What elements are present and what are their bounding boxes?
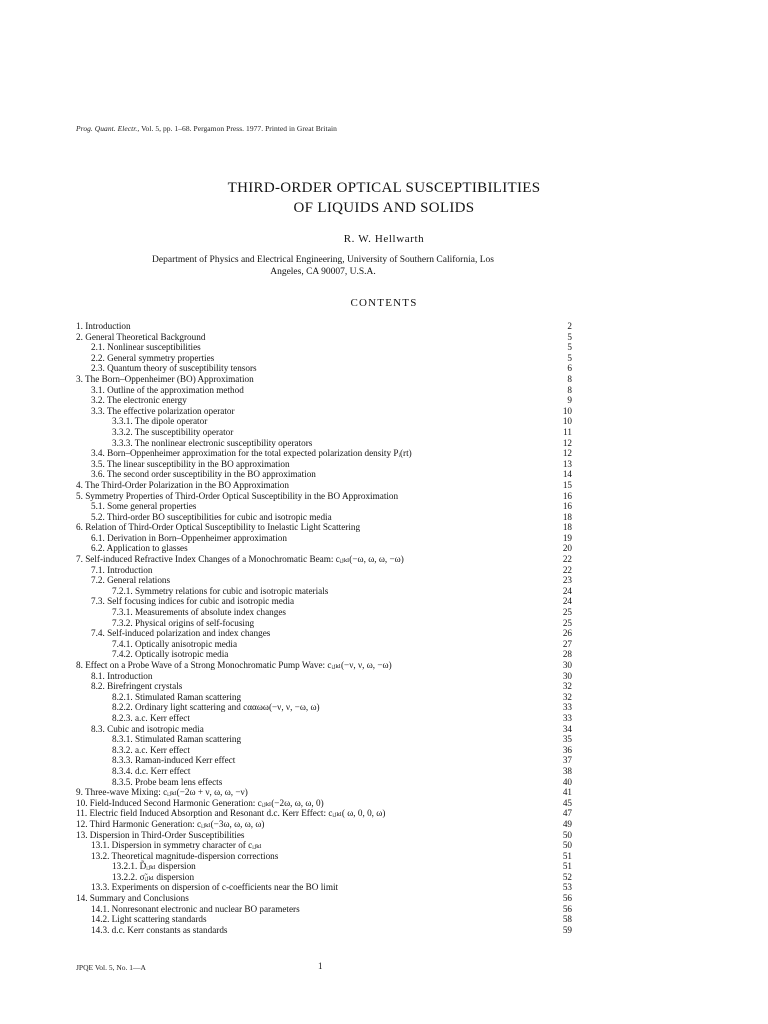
toc-entry-label: 8.3. Cubic and isotropic media <box>91 723 204 734</box>
toc-entry-label: 14.3. d.c. Kerr constants as standards <box>91 924 228 935</box>
toc-entry <box>76 755 572 766</box>
toc-entry-page: 53 <box>562 882 572 893</box>
toc-entry-label: 5.2. Third-order BO susceptibilities for cubic and isotropic media <box>91 511 332 522</box>
toc-entry-label: 13.2. Theoretical magnitude-dispersion corrections <box>91 850 279 861</box>
toc-entry-page: 30 <box>562 670 572 681</box>
toc-entry-page: 19 <box>562 532 572 543</box>
toc-entry-page: 58 <box>562 914 572 925</box>
toc-entry <box>76 872 572 883</box>
toc-entry-page: 11 <box>563 426 572 437</box>
toc-entry-label: 14.2. Light scattering standards <box>91 914 207 925</box>
toc-entry-label: 13.3. Experiments on dispersion of c-coefficients near the BO limit <box>91 882 339 893</box>
toc-entry-label: 8.3.5. Probe beam lens effects <box>112 776 223 787</box>
toc-entry-page: 23 <box>562 575 572 586</box>
journal-citation: Vol. 5, pp. 1–68. Pergamon Press. 1977. Printed in Great Britain <box>141 124 337 133</box>
toc-entry <box>76 363 572 374</box>
toc-entry-page: 15 <box>562 479 572 490</box>
toc-entry-label: 3.4. Born–Oppenheimer approximation for the total expected polarization density Pᵢ(rt) <box>91 448 412 459</box>
toc-entry <box>76 671 572 682</box>
toc-entry-page: 59 <box>562 924 572 935</box>
toc-entry-label: 13.2.2. σ̃ᵢⱼₖₗ dispersion <box>112 871 195 882</box>
toc-entry <box>76 332 572 343</box>
toc-entry-page: 33 <box>562 712 572 723</box>
toc-entry-label: 12. Third Harmonic Generation: cᵢⱼₖₗ(−3ω, ω, ω, ω) <box>76 818 265 829</box>
toc-entry <box>76 734 572 745</box>
toc-entry-label: 14.1. Nonresonant electronic and nuclear BO parameters <box>91 903 300 914</box>
toc-entry-page: 12 <box>562 437 572 448</box>
journal-name: Prog. Quant. Electr., <box>76 124 140 133</box>
toc-entry-label: 10. Field-Induced Second Harmonic Generation: cᵢⱼₖₗ(−2ω, ω, ω, 0) <box>76 797 324 808</box>
affiliation-line-2: Angeles, CA 90007, U.S.A. <box>270 267 376 277</box>
toc-entry <box>76 406 572 417</box>
journal-header <box>76 124 337 133</box>
toc-entry-label: 5. Symmetry Properties of Third-Order Optical Susceptibility in the BO Approximation <box>76 490 399 501</box>
toc-entry-label: 9. Three-wave Mixing: cᵢⱼₖₗ(−2ω + ν, ω, ω, −ν) <box>76 787 248 798</box>
toc-entry-page: 41 <box>562 787 572 798</box>
toc-entry-page: 32 <box>562 681 572 692</box>
footer-journal-ref: JPQE Vol. 5, No. 1—A <box>76 963 146 972</box>
toc-entry-page: 24 <box>562 596 572 607</box>
toc-entry-label: 3.2. The electronic energy <box>91 395 187 406</box>
toc-entry-page: 22 <box>562 564 572 575</box>
toc-entry <box>76 777 572 788</box>
toc-entry-label: 3.3.3. The nonlinear electronic susceptibility operators <box>112 437 313 448</box>
toc-entry <box>76 745 572 756</box>
author-name: R. W. Hellwarth <box>343 233 425 245</box>
table-of-contents <box>76 321 572 935</box>
toc-entry-page: 16 <box>562 490 572 501</box>
toc-entry-label: 8.3.1. Stimulated Raman scattering <box>112 734 242 745</box>
toc-entry-page: 33 <box>562 702 572 713</box>
toc-entry <box>76 586 572 597</box>
toc-entry-page: 8 <box>567 384 572 395</box>
toc-entry-label: 3.3.1. The dipole operator <box>112 416 208 427</box>
toc-entry-label: 4. The Third-Order Polarization in the BO Approximation <box>76 479 289 490</box>
toc-entry <box>76 416 572 427</box>
toc-entry <box>76 660 572 671</box>
toc-entry-page: 47 <box>562 808 572 819</box>
footer-page-number: 1 <box>318 961 323 971</box>
toc-entry <box>76 851 572 862</box>
toc-entry-label: 2.1. Nonlinear susceptibilities <box>91 342 201 353</box>
toc-entry-page: 5 <box>567 331 572 342</box>
toc-entry-page: 22 <box>562 554 572 565</box>
toc-entry-label: 6.2. Application to glasses <box>91 543 188 554</box>
toc-entry <box>76 808 572 819</box>
toc-entry <box>76 459 572 470</box>
toc-entry-label: 8.1. Introduction <box>91 670 153 681</box>
toc-entry-label: 6. Relation of Third-Order Optical Susceptibility to Inelastic Light Scattering <box>76 522 361 533</box>
toc-entry <box>76 713 572 724</box>
toc-entry <box>76 395 572 406</box>
toc-entry-label: 7.3.2. Physical origins of self-focusing <box>112 617 255 628</box>
toc-entry-label: 7.4.1. Optically anisotropic media <box>112 638 238 649</box>
toc-entry <box>76 480 572 491</box>
author-affiliation <box>100 254 546 278</box>
toc-entry-page: 52 <box>562 871 572 882</box>
toc-entry-label: 7.4. Self-induced polarization and index changes <box>91 628 271 639</box>
toc-entry-page: 45 <box>562 797 572 808</box>
toc-entry-label: 8. Effect on a Probe Wave of a Strong Monochromatic Pump Wave: cᵢⱼₖₗ(−ν, ν, ω, −ω) <box>76 660 392 670</box>
toc-entry-page: 2 <box>567 321 572 331</box>
paper-title <box>0 178 768 218</box>
toc-entry <box>76 724 572 735</box>
toc-entry-label: 3. The Born–Oppenheimer (BO) Approximation <box>76 373 254 384</box>
toc-entry <box>76 342 572 353</box>
toc-entry <box>76 840 572 851</box>
toc-entry <box>76 448 572 459</box>
toc-entry <box>76 681 572 692</box>
toc-entry <box>76 649 572 660</box>
toc-entry-label: 7.3. Self focusing indices for cubic and isotropic media <box>91 596 295 607</box>
toc-entry-page: 26 <box>562 628 572 639</box>
toc-entry <box>76 702 572 713</box>
toc-entry-label: 8.2. Birefringent crystals <box>91 681 183 692</box>
toc-entry <box>76 438 572 449</box>
toc-entry <box>76 628 572 639</box>
toc-entry-page: 40 <box>562 776 572 787</box>
toc-entry-page: 12 <box>562 448 572 459</box>
toc-entry <box>76 787 572 798</box>
toc-entry <box>76 830 572 841</box>
toc-entry-page: 27 <box>562 638 572 649</box>
toc-entry-page: 51 <box>562 850 572 861</box>
toc-entry-page: 5 <box>567 342 572 353</box>
toc-entry-label: 11. Electric field Induced Absorption and Resonant d.c. Kerr Effect: cᵢⱼₖₗ( ω, 0, 0, ω) <box>76 808 386 819</box>
toc-entry <box>76 861 572 872</box>
toc-entry <box>76 925 572 936</box>
toc-entry <box>76 374 572 385</box>
toc-entry-page: 16 <box>562 501 572 512</box>
toc-entry-label: 2. General Theoretical Background <box>76 331 206 342</box>
toc-entry-page: 28 <box>562 649 572 660</box>
toc-entry <box>76 692 572 703</box>
toc-entry-label: 13.2.1. D̃ᵢⱼₖₗ dispersion <box>112 861 196 872</box>
toc-entry-label: 13. Dispersion in Third-Order Susceptibilities <box>76 829 245 840</box>
toc-entry <box>76 385 572 396</box>
toc-entry-page: 9 <box>567 395 572 406</box>
toc-entry-label: 1. Introduction <box>76 321 131 331</box>
toc-entry-label: 8.3.2. a.c. Kerr effect <box>112 744 190 755</box>
toc-entry <box>76 639 572 650</box>
toc-entry-page: 18 <box>562 522 572 533</box>
toc-entry-page: 38 <box>562 765 572 776</box>
toc-entry <box>76 607 572 618</box>
toc-entry-page: 25 <box>562 617 572 628</box>
toc-entry <box>76 914 572 925</box>
toc-entry-page: 6 <box>567 363 572 374</box>
toc-entry-page: 30 <box>562 660 572 670</box>
toc-entry-page: 37 <box>562 755 572 766</box>
toc-entry <box>76 565 572 576</box>
toc-entry-page: 51 <box>562 861 572 872</box>
contents-heading: CONTENTS <box>350 297 418 309</box>
toc-entry-label: 8.3.4. d.c. Kerr effect <box>112 765 191 776</box>
toc-entry <box>76 575 572 586</box>
title-line-2: OF LIQUIDS AND SOLIDS <box>293 200 475 216</box>
toc-entry-page: 24 <box>562 585 572 596</box>
toc-entry-page: 18 <box>562 511 572 522</box>
toc-entry-page: 10 <box>562 416 572 427</box>
toc-entry-label: 3.5. The linear susceptibility in the BO approximation <box>91 458 290 469</box>
toc-entry <box>76 766 572 777</box>
toc-entry-label: 7.4.2. Optically isotropic media <box>112 649 229 660</box>
toc-entry <box>76 543 572 554</box>
toc-entry <box>76 469 572 480</box>
toc-entry-page: 35 <box>562 734 572 745</box>
toc-entry-label: 7.1. Introduction <box>91 564 153 575</box>
toc-entry <box>76 819 572 830</box>
toc-entry <box>76 533 572 544</box>
toc-entry <box>76 501 572 512</box>
toc-entry-page: 13 <box>562 458 572 469</box>
toc-entry-label: 7.2. General relations <box>91 575 171 586</box>
toc-entry-label: 8.3.3. Raman-induced Kerr effect <box>112 755 236 766</box>
toc-entry-label: 8.2.3. a.c. Kerr effect <box>112 712 190 723</box>
toc-entry-page: 32 <box>562 691 572 702</box>
toc-entry-page: 56 <box>562 903 572 914</box>
toc-entry-label: 3.6. The second order susceptibility in the BO approximation <box>91 469 316 480</box>
toc-entry <box>76 798 572 809</box>
toc-entry <box>76 893 572 904</box>
toc-entry <box>76 596 572 607</box>
toc-entry-page: 25 <box>562 607 572 618</box>
toc-entry-label: 7. Self-induced Refractive Index Changes of a Monochromatic Beam: cᵢⱼₖₗ(−ω, ω, ω, −ω) <box>76 554 404 565</box>
toc-entry-label: 3.3.2. The susceptibility operator <box>112 426 234 437</box>
toc-entry-label: 7.2.1. Symmetry relations for cubic and isotropic materials <box>112 585 329 596</box>
toc-entry-page: 10 <box>562 405 572 416</box>
toc-entry <box>76 491 572 502</box>
toc-entry <box>76 904 572 915</box>
toc-entry-label: 8.2.2. Ordinary light scattering and cααωω(−ν, ν, −ω, ω) <box>112 702 320 713</box>
toc-entry <box>76 512 572 523</box>
title-line-1: THIRD-ORDER OPTICAL SUSCEPTIBILITIES <box>227 180 541 196</box>
toc-entry-label: 13.1. Dispersion in symmetry character of cᵢⱼₖₗ <box>91 840 262 851</box>
toc-entry-label: 2.2. General symmetry properties <box>91 352 215 363</box>
toc-entry <box>76 882 572 893</box>
toc-entry <box>76 554 572 565</box>
toc-entry <box>76 427 572 438</box>
toc-entry-page: 50 <box>562 829 572 840</box>
toc-entry-page: 8 <box>567 373 572 384</box>
toc-entry-page: 34 <box>562 723 572 734</box>
toc-entry <box>76 353 572 364</box>
toc-entry-label: 14. Summary and Conclusions <box>76 893 189 904</box>
toc-entry-page: 49 <box>562 818 572 829</box>
toc-entry-label: 2.3. Quantum theory of susceptibility tensors <box>91 363 257 374</box>
toc-entry-label: 8.2.1. Stimulated Raman scattering <box>112 691 242 702</box>
toc-entry-page: 56 <box>562 893 572 904</box>
toc-entry-label: 7.3.1. Measurements of absolute index changes <box>112 607 287 618</box>
toc-entry <box>76 321 572 332</box>
toc-entry-page: 50 <box>562 840 572 851</box>
toc-entry-label: 6.1. Derivation in Born–Oppenheimer approximation <box>91 532 287 543</box>
toc-entry-label: 3.1. Outline of the approximation method <box>91 384 244 395</box>
toc-entry <box>76 522 572 533</box>
toc-entry-page: 20 <box>562 543 572 554</box>
toc-entry <box>76 618 572 629</box>
toc-entry-page: 5 <box>567 352 572 363</box>
affiliation-line-1: Department of Physics and Electrical Engineering, University of Southern California, Los <box>152 255 494 265</box>
toc-entry-page: 36 <box>562 744 572 755</box>
toc-entry-label: 3.3. The effective polarization operator <box>91 405 235 416</box>
toc-entry-page: 14 <box>562 469 572 480</box>
toc-entry-label: 5.1. Some general properties <box>91 501 197 512</box>
